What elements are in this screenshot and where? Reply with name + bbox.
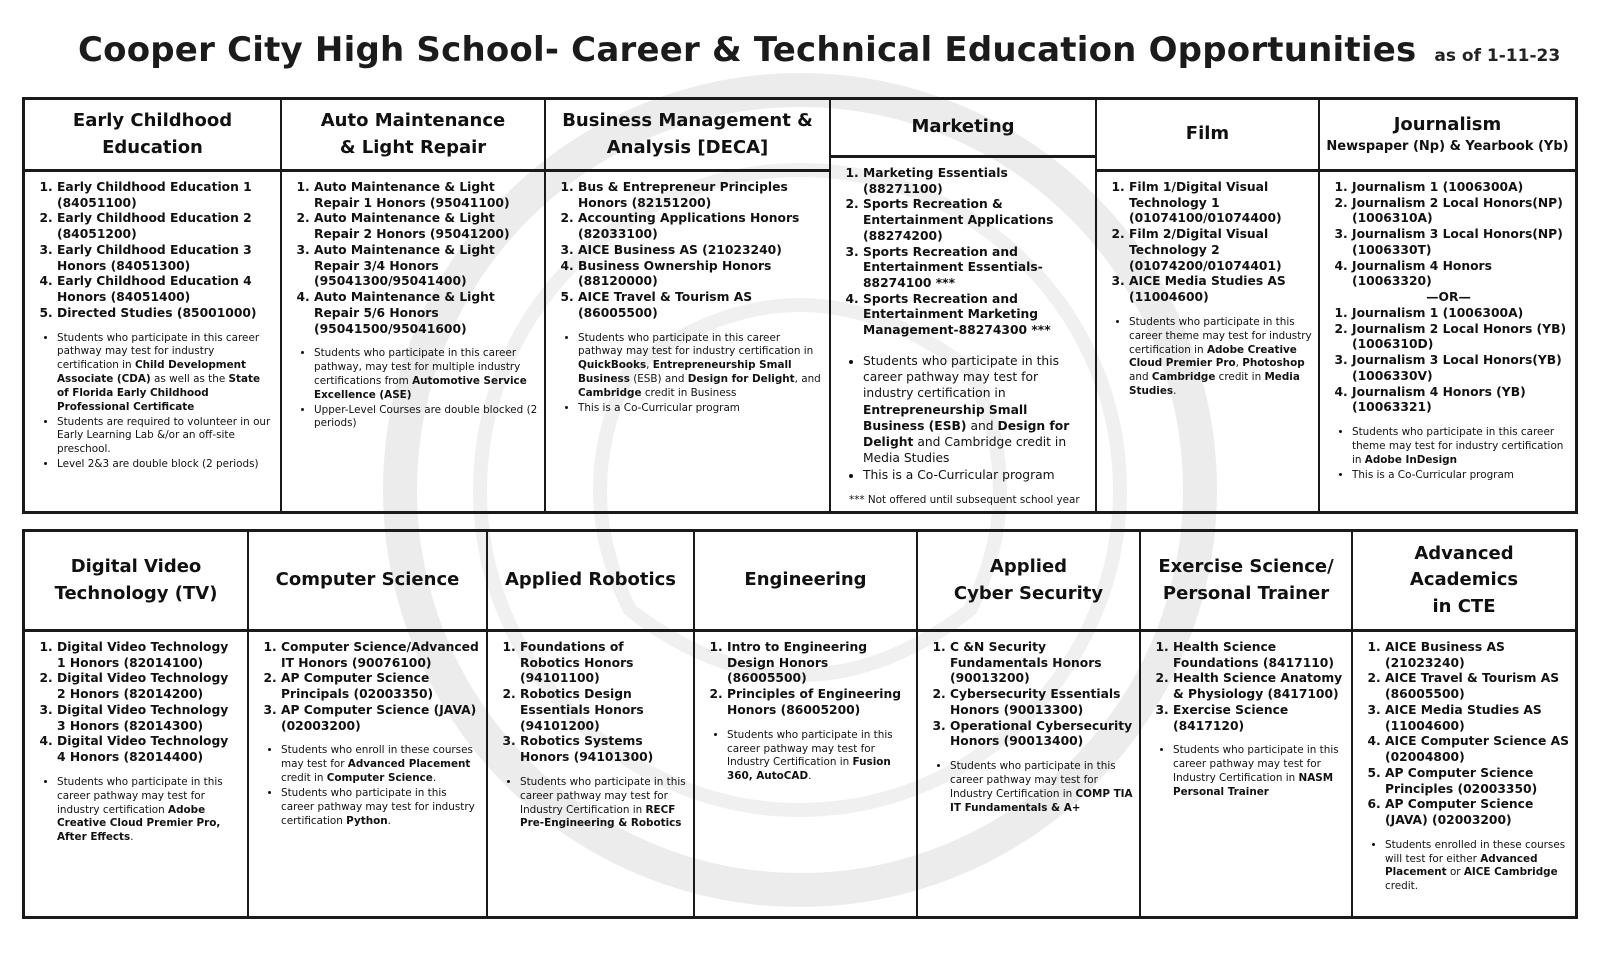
column-business-management (546, 100, 831, 511)
column-header (546, 100, 829, 172)
course-item: 3. Journalism 3 Local Honors(YB) (1006330V) (1352, 353, 1569, 384)
note-item: • Students who participate in this career pathway, may test for multiple industry certifications from Automotive Service Excellence (ASE) (314, 347, 538, 402)
column-body (488, 632, 693, 916)
column-exercise-science (1141, 532, 1353, 916)
course-item: 1. C &N Security Fundamentals Honors (90013200) (950, 640, 1133, 687)
header-line: Computer Science (275, 569, 460, 591)
course-item: 1. Journalism 1 (1006300A) (1352, 180, 1569, 196)
course-item: 3. Sports Recreation and Entertainment Essentials- 88274100 *** (863, 245, 1089, 292)
course-item: 4. Early Childhood Education 4 Honors (84051400) (57, 274, 274, 305)
course-item: 1. Health Science Foundations (8417110) (1173, 640, 1345, 671)
course-item: 6. AP Computer Science (JAVA) (02003200) (1385, 797, 1569, 828)
notes-list (1328, 426, 1569, 482)
course-list (926, 640, 1133, 750)
column-auto-maintenance (282, 100, 546, 511)
note-item: • This is a Co-Curricular program (863, 467, 1089, 483)
note-item: • Students are required to volunteer in our Early Learning Lab &/or an off-site preschool. (57, 416, 274, 457)
course-item: 2. Accounting Applications Honors (82033100) (578, 211, 823, 242)
column-body (1320, 172, 1575, 511)
column-body (249, 632, 486, 916)
course-item: 4. AICE Computer Science AS (02004800) (1385, 734, 1569, 765)
column-applied-robotics (488, 532, 695, 916)
course-item: 2. Principles of Engineering Honors (86005200) (727, 687, 910, 718)
column-body (918, 632, 1139, 916)
header-line: Digital Video (70, 556, 202, 578)
footnote: *** Not offered until subsequent school year (849, 493, 1080, 506)
note-item: • Students who participate in this career pathway may test for Industry Certification in RECF Pre-Engineering & Robotics (520, 776, 687, 831)
column-early-childhood (25, 100, 282, 511)
course-item: 5. AICE Travel & Tourism AS (86005500) (578, 290, 823, 321)
note-item: • Students who enroll in these courses may test for Advanced Placement credit in Computer Science. (281, 744, 480, 785)
course-item: 1. Bus & Entrepreneur Principles Honors (82151200) (578, 180, 823, 211)
header-line: Education (102, 136, 203, 158)
notes-list (33, 776, 241, 845)
course-item: 1. Early Childhood Education 1 (84051100) (57, 180, 274, 211)
header-line: Engineering (744, 569, 867, 591)
course-item: 4. Journalism 4 Honors (10063320) (1352, 259, 1569, 290)
header-line: Exercise Science/ (1158, 556, 1334, 578)
note-item: • Students who participate in this career pathway may test for Industry Certification in NASM Personal Trainer (1173, 744, 1345, 799)
course-item: 2. Health Science Anatomy & Physiology (8417100) (1173, 671, 1345, 702)
course-item: 1. Film 1/Digital Visual Technology 1 (01074100/01074400) (1129, 180, 1312, 227)
header-line: Auto Maintenance (320, 110, 506, 132)
column-header (1141, 532, 1351, 632)
course-item: 3. AICE Media Studies AS (11004600) (1129, 274, 1312, 305)
course-item: 1. AICE Business AS (21023240) (1385, 640, 1569, 671)
course-list (1105, 180, 1312, 306)
course-list-yearbook (1328, 306, 1569, 416)
course-item: 3. Operational Cybersecurity Honors (90013400) (950, 719, 1133, 750)
course-item: 4. Sports Recreation and Entertainment Marketing Management-88274300 *** (863, 292, 1089, 339)
notes-list (290, 347, 538, 431)
course-item: 4. Business Ownership Honors (88120000) (578, 259, 823, 290)
course-item: 3. Robotics Systems Honors (94101300) (520, 734, 687, 765)
column-advanced-academics (1353, 532, 1575, 916)
header-line: & Light Repair (339, 136, 487, 158)
column-header (282, 100, 544, 172)
column-header (831, 100, 1095, 158)
column-header (1320, 100, 1575, 172)
column-body (1141, 632, 1351, 916)
header-subtitle: Newspaper (Np) & Yearbook (Yb) (1326, 139, 1569, 155)
course-item: 2. Journalism 2 Local Honors (YB) (1006310D) (1352, 322, 1569, 353)
course-item: 5. Directed Studies (85001000) (57, 306, 274, 322)
course-item: 2. Journalism 2 Local Honors(NP) (1006310A) (1352, 196, 1569, 227)
course-list (1328, 180, 1569, 306)
notes-list (703, 729, 910, 784)
note-item: • Upper-Level Courses are double blocked (2 periods) (314, 404, 538, 432)
header-line: in CTE (1432, 595, 1496, 617)
column-film (1097, 100, 1320, 511)
header-line: Applied (989, 556, 1068, 578)
note-item: • Students who participate in this career pathway may test for industry certification Python. (281, 787, 480, 828)
note-item: • Students who participate in this career pathway may test for Industry Certification in Fusion 360, AutoCAD. (727, 729, 910, 784)
course-list (496, 640, 687, 766)
course-list (703, 640, 910, 719)
course-item: 2. Digital Video Technology 2 Honors (82014200) (57, 671, 241, 702)
column-cyber-security (918, 532, 1141, 916)
course-list (33, 640, 241, 766)
course-item: 1. Marketing Essentials (88271100) (863, 166, 1089, 197)
column-body (546, 172, 829, 511)
header-line: Personal Trainer (1162, 582, 1330, 604)
note-item: • This is a Co-Curricular program (578, 402, 823, 416)
notes-list (926, 760, 1133, 815)
notes-list (257, 744, 480, 828)
course-item: 2. Robotics Design Essentials Honors (94101200) (520, 687, 687, 734)
note-item: • Students who participate in this career pathway may test for industry certification in QuickBooks, Entrepreneurship Small Business (ESB) and Design for Delight, and Cambridge credit in Business (578, 332, 823, 401)
note-item: • Students who participate in this career pathway may test for industry certification Adobe Creative Cloud Premier Pro, After Effects. (57, 776, 241, 845)
notes-list (496, 776, 687, 831)
header-line: Analysis [DECA] (606, 136, 769, 158)
course-item: 3. Journalism 3 Local Honors(NP) (1006330T) (1352, 227, 1569, 258)
course-list (290, 180, 538, 337)
header-line: Cyber Security (953, 582, 1104, 604)
header-line: Early Childhood (72, 110, 233, 132)
course-list (1149, 640, 1345, 734)
header-line: Marketing (911, 116, 1015, 138)
course-item: 4. Auto Maintenance & Light Repair 5/6 Honors (95041500/95041600) (314, 290, 538, 337)
row-1-table (22, 97, 1578, 514)
column-header (249, 532, 486, 632)
or-divider: —OR— (1426, 290, 1471, 305)
course-item: 4. Journalism 4 Honors (YB) (10063321) (1352, 385, 1569, 416)
column-body (831, 158, 1095, 511)
course-item: 1. Computer Science/Advanced IT Honors (90076100) (281, 640, 480, 671)
course-item: 1. Journalism 1 (1006300A) (1352, 306, 1569, 322)
course-item: 3. AP Computer Science (JAVA) (02003200) (281, 703, 480, 734)
header-line: Film (1185, 123, 1230, 145)
column-body (1353, 632, 1575, 916)
notes-list (554, 332, 823, 416)
course-item: 2. Film 2/Digital Visual Technology 2 (01074200/01074401) (1129, 227, 1312, 274)
course-item: 3. Auto Maintenance & Light Repair 3/4 Honors (95041300/95041400) (314, 243, 538, 290)
column-header (1353, 532, 1575, 632)
note-item: • Students who participate in this career pathway may test for industry certification in Child Development Associate (CDA) as well as the State of Florida Early Childhood Professional Certificate (57, 332, 274, 415)
course-list (839, 166, 1089, 339)
note-item: • This is a Co-Curricular program (1352, 469, 1569, 483)
as-of-date: as of 1-11-23 (1434, 46, 1561, 66)
header-line: Applied Robotics (504, 569, 677, 591)
column-marketing (831, 100, 1097, 511)
header-line: Advanced Academics (1409, 543, 1519, 591)
notes-list (1149, 744, 1345, 799)
course-list (257, 640, 480, 734)
course-item: 3. Digital Video Technology 3 Honors (82014300) (57, 703, 241, 734)
note-item: • Students who participate in this career theme may test for industry certification in Adobe Creative Cloud Premier Pro, Photoshop and Cambridge credit in Media Studies. (1129, 316, 1312, 399)
course-item: 2. AP Computer Science Principals (02003350) (281, 671, 480, 702)
notes-list (33, 332, 274, 472)
column-body (282, 172, 544, 511)
page-title: Cooper City High School- Career & Technical Education Opportunities (78, 30, 1417, 70)
notes-list (1105, 316, 1312, 399)
course-item: 3. Exercise Science (8417120) (1173, 703, 1345, 734)
notes-list (1361, 839, 1569, 894)
note-item: • Students who participate in this career theme may test for industry certification in Adobe InDesign (1352, 426, 1569, 467)
column-body (25, 632, 247, 916)
course-item: 2. Early Childhood Education 2 (84051200) (57, 211, 274, 242)
course-item: 1. Digital Video Technology 1 Honors (82014100) (57, 640, 241, 671)
column-header (1097, 100, 1318, 172)
note-item: • Students who participate in this career pathway may test for Industry Certification in COMP TIA IT Fundamentals & A+ (950, 760, 1133, 815)
title-row (78, 30, 1560, 80)
course-item: 2. AICE Travel & Tourism AS (86005500) (1385, 671, 1569, 702)
course-item: 3. AICE Media Studies AS (11004600) (1385, 703, 1569, 734)
column-journalism (1320, 100, 1575, 511)
course-item: 4. Digital Video Technology 4 Honors (82014400) (57, 734, 241, 765)
course-item: 5. AP Computer Science Principles (02003350) (1385, 766, 1569, 797)
column-header (695, 532, 916, 632)
header-line: Journalism (1393, 114, 1502, 136)
column-header (25, 100, 280, 172)
note-item: • Level 2&3 are double block (2 periods) (57, 458, 274, 472)
course-item: 1. Auto Maintenance & Light Repair 1 Honors (95041100) (314, 180, 538, 211)
column-computer-science (249, 532, 488, 916)
course-list (554, 180, 823, 322)
column-body (25, 172, 280, 511)
column-body (695, 632, 916, 916)
note-item: • Students enrolled in these courses will test for either Advanced Placement or AICE Cambridge credit. (1385, 839, 1569, 894)
course-item: 2. Cybersecurity Essentials Honors (90013300) (950, 687, 1133, 718)
course-item: 2. Sports Recreation & Entertainment Applications (88274200) (863, 197, 1089, 244)
course-item: 3. Early Childhood Education 3 Honors (84051300) (57, 243, 274, 274)
course-item: 1. Foundations of Robotics Honors (94101100) (520, 640, 687, 687)
row-2-table (22, 529, 1578, 919)
notes-list (839, 353, 1089, 484)
course-item: 1. Intro to Engineering Design Honors (86005500) (727, 640, 910, 687)
column-body (1097, 172, 1318, 511)
header-line: Technology (TV) (54, 582, 218, 604)
column-header (488, 532, 693, 632)
column-engineering (695, 532, 918, 916)
header-line: Business Management & (562, 110, 813, 132)
course-list (33, 180, 274, 322)
column-header (25, 532, 247, 632)
course-item: 2. Auto Maintenance & Light Repair 2 Honors (95041200) (314, 211, 538, 242)
column-header (918, 532, 1139, 632)
column-digital-video (25, 532, 249, 916)
note-item: • Students who participate in this career pathway may test for industry certification in Entrepreneurship Small Business (ESB) and Design for Delight and Cambridge credit in Media Studies (863, 353, 1089, 467)
course-list (1361, 640, 1569, 829)
course-item: 3. AICE Business AS (21023240) (578, 243, 823, 259)
